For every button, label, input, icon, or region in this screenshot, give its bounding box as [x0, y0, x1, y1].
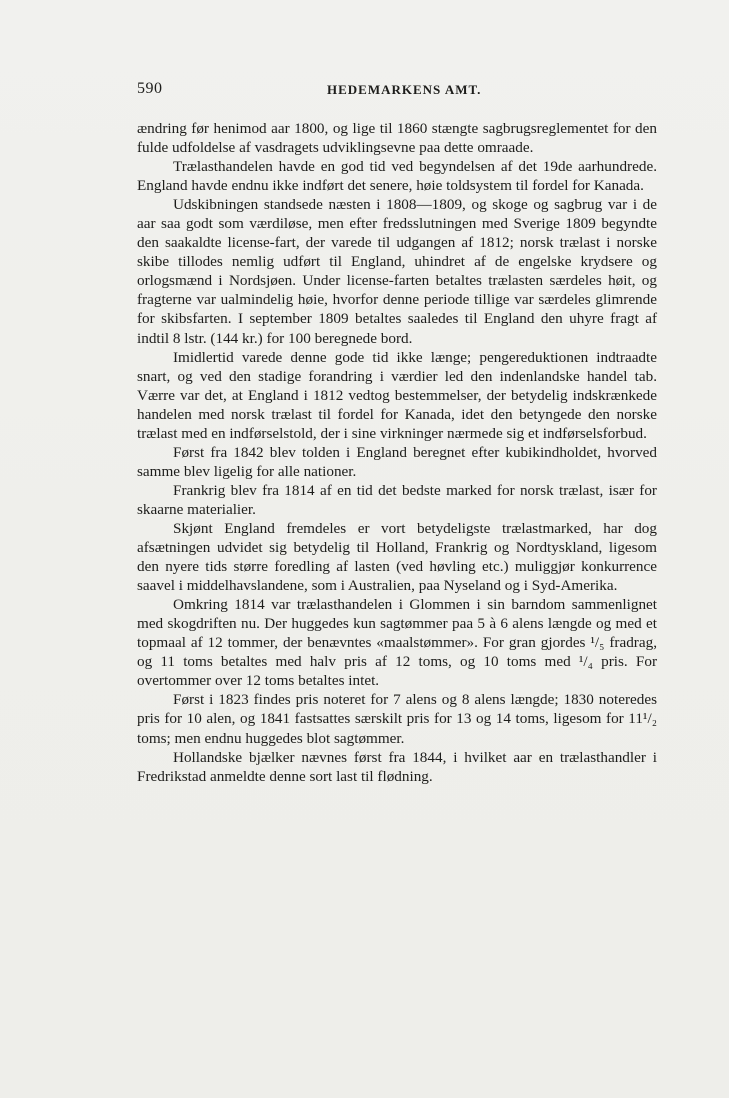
running-title: HEDEMARKENS AMT.	[327, 82, 482, 97]
paragraph: Skjønt England fremdeles er vort betydeligste trælastmarked, har dog afsætningen udvidet sig betydelig til Holland, Frankrig og Nordtyskland, ligesom den nyere tids større foredling af lasten (ved høvling etc.) muliggjør konkurrence saavel i middelhavslandene, som i Australien, paa Nyseland og i Syd-Amerika.	[137, 519, 657, 595]
paragraph: ændring før henimod aar 1800, og lige til 1860 stængte sagbrugsreglementet for den fulde udfoldelse af vasdragets udviklingsevne paa dette omraade.	[137, 120, 657, 157]
paragraph: Først fra 1842 blev tolden i England beregnet efter kubikindholdet, hvorved samme blev ligelig for alle nationer.	[137, 443, 657, 480]
paragraph: Hollandske bjælker nævnes først fra 1844, i hvilket aar en trælasthandler i Fredrikstad anmeldte denne sort last til flødning.	[137, 748, 657, 785]
page-header	[137, 80, 657, 104]
paragraph: Imidlertid varede denne gode tid ikke længe; pengereduktionen indtraadte snart, og ved den stadige forandring i værdier led den indenlandske handel tab. Værre var det, at England i 1812 vedtog bestemmelser, der betydelig indskrænkede handelen med norsk trælast til fordel for Kanada, idet den betyngede den norske trælast med en indførselstold, der i sine virkninger nærmede sig et indførselsforbud.	[137, 348, 657, 442]
paragraph: Udskibningen standsede næsten i 1808—1809, og skoge og sagbrug var i de aar saa godt som værdiløse, men efter fredsslutningen med Sverige 1809 begyndte den saakaldte license-fart, der varede til udgangen af 1812; norsk trælast i norske skibe tillodes nemlig udført til England, uhindret af de engelske krydsere og orlogsmænd i Nordsjøen. Under license-farten betaltes trælasten særdeles høit, og fragterne var ualmindelig høie, hvorfor denne periode tillige var særdeles glimrende for skibsfarten. I september 1809 betaltes saaledes til England den uhyre fragt af indtil 8 lstr. (144 kr.) for 100 beregnede bord.	[137, 196, 657, 347]
paragraph: Først i 1823 findes pris noteret for 7 alens og 8 alens længde; 1830 noteredes pris for 10 alen, og 1841 fastsattes særskilt pris for 13 og 14 toms, ligesom for 11¹/₂ toms; men endnu huggedes blot sagtømmer.	[137, 691, 657, 747]
paragraph: Frankrig blev fra 1814 af en tid det bedste marked for norsk trælast, især for skaarne materialier.	[137, 481, 657, 518]
page-number: 590	[137, 80, 163, 97]
paragraph: Omkring 1814 var trælasthandelen i Glommen i sin barndom sammenlignet med skogdriften nu. Der huggedes kun sagtømmer paa 5 à 6 alens længde og med et topmaal af 12 tommer, der benævntes «maalstømmer». For gran gjordes ¹/₅ fradrag, og 11 toms betaltes med halv pris af 12 toms, og 10 toms med ¹/₄ pris. For overtommer over 12 toms betaltes intet.	[137, 596, 657, 690]
paragraph: Trælasthandelen havde en god tid ved begyndelsen af det 19de aarhundrede. England havde endnu ikke indført det senere, høie toldsystem til fordel for Kanada.	[137, 158, 657, 195]
body-text	[137, 119, 657, 786]
